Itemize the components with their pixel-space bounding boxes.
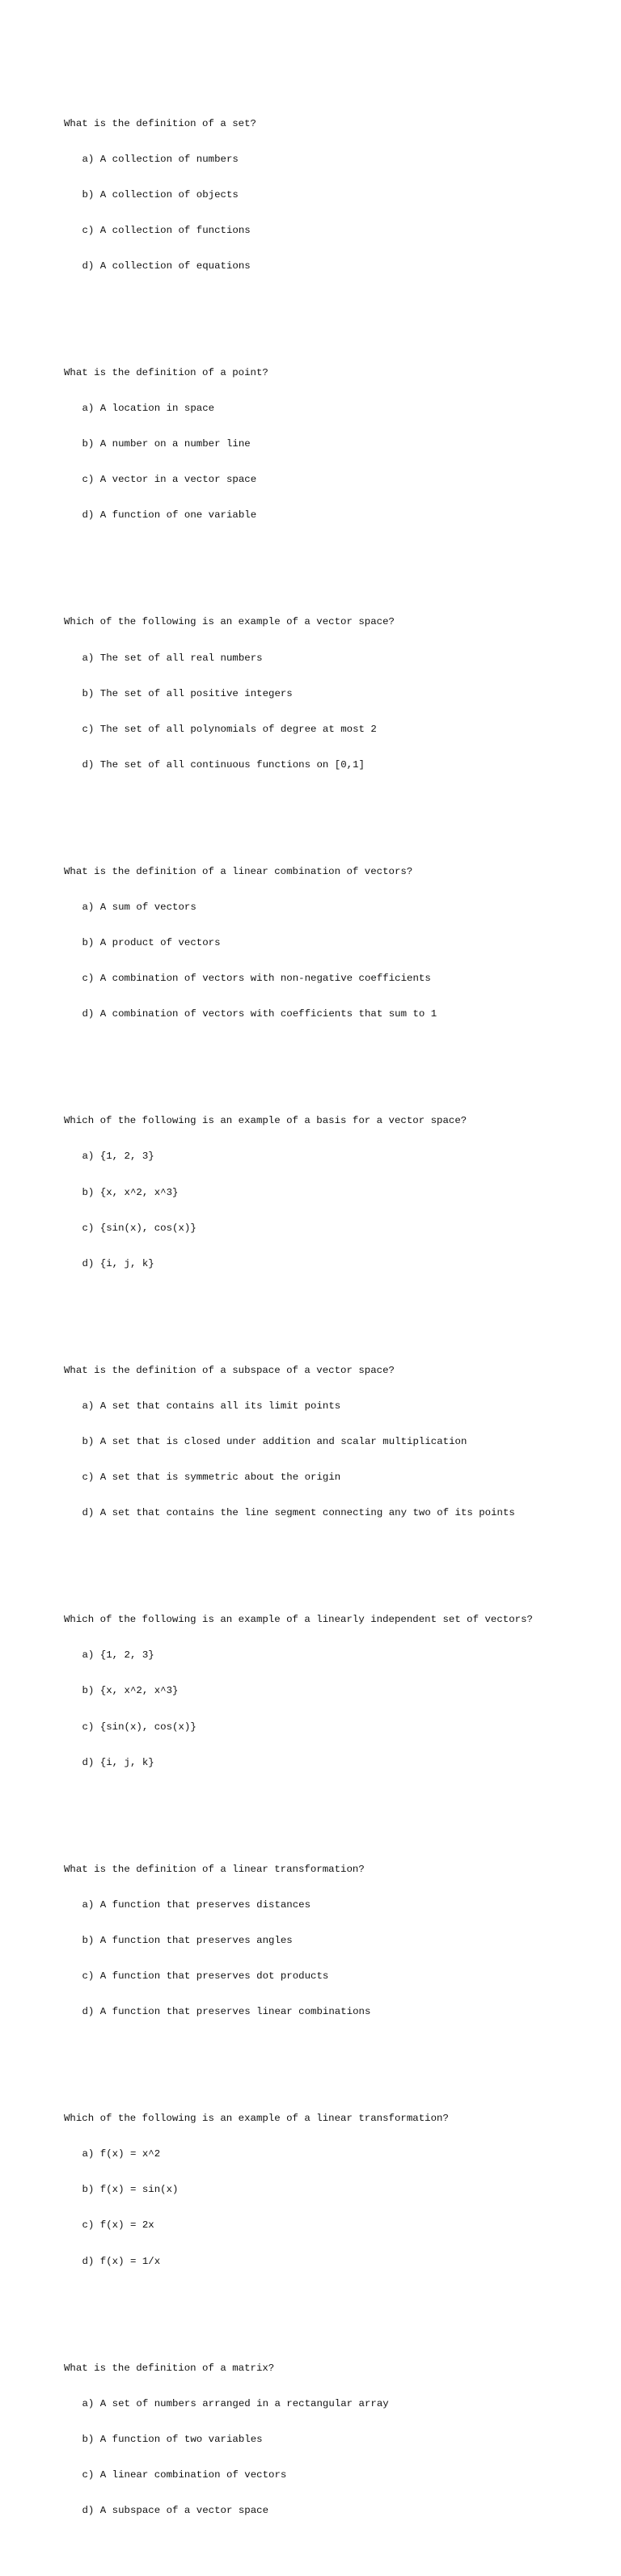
answer-option: a) A set that contains all its limit points bbox=[82, 1400, 341, 1412]
answer-option: d) A set that contains the line segment connecting any two of its points bbox=[82, 1507, 515, 1519]
answer-option: c) {sin(x), cos(x)} bbox=[82, 1222, 196, 1234]
question-block bbox=[64, 1341, 533, 1543]
question-block bbox=[64, 94, 533, 296]
answer-option: c) A function that preserves dot products bbox=[82, 1970, 329, 1983]
answer-option: d) A collection of equations bbox=[82, 260, 251, 272]
answer-option: a) A collection of numbers bbox=[82, 153, 239, 165]
answer-option: d) f(x) = 1/x bbox=[82, 2255, 161, 2267]
question-text: What is the definition of a matrix? bbox=[64, 2362, 275, 2374]
answer-option: b) A function that preserves angles bbox=[82, 1934, 293, 1946]
question-text: Which of the following is an example of a basis for a vector space? bbox=[64, 1115, 467, 1127]
question-text: What is the definition of a set? bbox=[64, 117, 256, 129]
answer-option: c) The set of all polynomials of degree at most 2 bbox=[82, 723, 377, 735]
answer-option: b) The set of all positive integers bbox=[82, 687, 293, 699]
answer-option: c) A linear combination of vectors bbox=[82, 2468, 287, 2481]
answer-option: a) A set of numbers arranged in a rectangular array bbox=[82, 2397, 389, 2409]
answer-option: a) f(x) = x^2 bbox=[82, 2148, 161, 2160]
question-block bbox=[64, 1092, 533, 1294]
answer-option: b) {x, x^2, x^3} bbox=[82, 1685, 179, 1697]
answer-option: c) {sin(x), cos(x)} bbox=[82, 1721, 196, 1733]
question-text: Which of the following is an example of a linearly independent set of vectors? bbox=[64, 1614, 533, 1626]
question-text: What is the definition of a linear combination of vectors? bbox=[64, 865, 413, 877]
answer-option: b) f(x) = sin(x) bbox=[82, 2184, 179, 2196]
answer-option: b) A number on a number line bbox=[82, 438, 251, 450]
answer-option: c) A collection of functions bbox=[82, 224, 251, 236]
question-block bbox=[64, 842, 533, 1044]
question-block bbox=[64, 1590, 533, 1793]
answer-option: d) {i, j, k} bbox=[82, 1257, 154, 1269]
answer-option: d) A combination of vectors with coefficients that sum to 1 bbox=[82, 1008, 437, 1020]
question-text: Which of the following is an example of a vector space? bbox=[64, 616, 395, 628]
answer-option: d) A subspace of a vector space bbox=[82, 2505, 269, 2517]
answer-option: d) {i, j, k} bbox=[82, 1756, 154, 1768]
answer-option: a) A sum of vectors bbox=[82, 901, 196, 913]
answer-option: a) {1, 2, 3} bbox=[82, 1151, 154, 1163]
answer-option: a) {1, 2, 3} bbox=[82, 1649, 154, 1662]
answer-option: d) The set of all continuous functions on [0,1] bbox=[82, 758, 365, 771]
question-block bbox=[64, 593, 533, 795]
answer-option: c) A vector in a vector space bbox=[82, 474, 257, 486]
answer-option: c) A set that is symmetric about the origin bbox=[82, 1472, 341, 1484]
answer-option: a) A function that preserves distances bbox=[82, 1898, 311, 1911]
answer-option: c) f(x) = 2x bbox=[82, 2219, 154, 2232]
answer-option: d) A function that preserves linear combinations bbox=[82, 2006, 371, 2018]
question-text: What is the definition of a subspace of a vector space? bbox=[64, 1364, 395, 1376]
question-block bbox=[64, 344, 533, 546]
answer-option: a) A location in space bbox=[82, 403, 215, 415]
answer-option: a) The set of all real numbers bbox=[82, 652, 263, 664]
question-block bbox=[64, 2089, 533, 2291]
question-text: What is the definition of a linear transformation? bbox=[64, 1863, 365, 1875]
question-text: Which of the following is an example of a linear transformation? bbox=[64, 2113, 449, 2125]
answer-option: b) {x, x^2, x^3} bbox=[82, 1186, 179, 1198]
question-block bbox=[64, 1839, 533, 2042]
quiz-document bbox=[64, 58, 533, 2576]
answer-option: c) A combination of vectors with non-negative coefficients bbox=[82, 973, 431, 985]
answer-option: b) A set that is closed under addition and scalar multiplication bbox=[82, 1436, 467, 1447]
answer-option: d) A function of one variable bbox=[82, 509, 257, 522]
question-text: What is the definition of a point? bbox=[64, 366, 268, 378]
question-block bbox=[64, 2338, 533, 2540]
answer-option: b) A function of two variables bbox=[82, 2433, 263, 2445]
answer-option: b) A collection of objects bbox=[82, 188, 239, 201]
answer-option: b) A product of vectors bbox=[82, 937, 221, 949]
